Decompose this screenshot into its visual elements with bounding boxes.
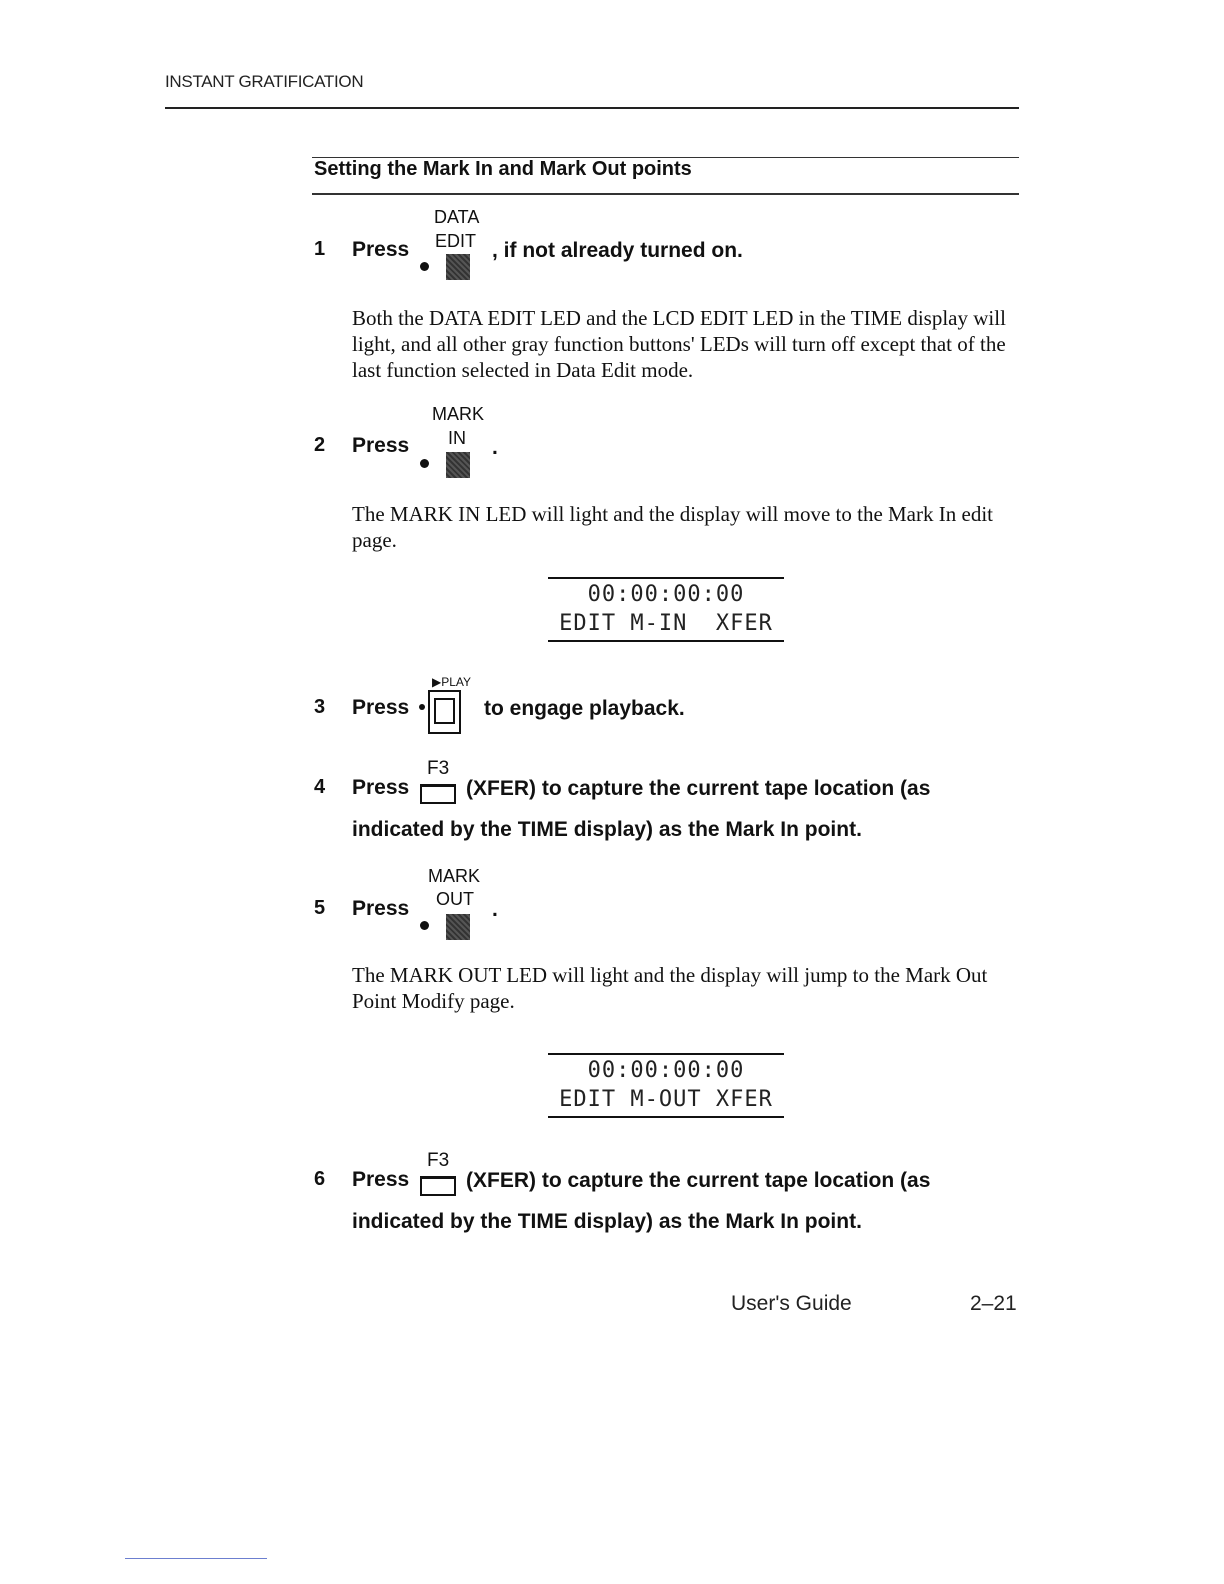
f3-key-icon bbox=[420, 1176, 456, 1196]
f3-key-label: F3 bbox=[427, 758, 450, 779]
key-label-top: DATA bbox=[434, 207, 480, 227]
step-press-label: Press bbox=[352, 696, 410, 719]
mark-out-key-icon bbox=[446, 914, 470, 940]
key-label: IN bbox=[448, 428, 466, 448]
step-instruction: . bbox=[492, 898, 498, 921]
key-label: OUT bbox=[436, 889, 474, 909]
lcd-timecode: 00:00:00:00 bbox=[587, 1058, 745, 1083]
step-press-label: Press bbox=[352, 1168, 410, 1191]
led-indicator-icon bbox=[419, 704, 425, 710]
step-instruction: , if not already turned on. bbox=[492, 239, 743, 262]
lcd-rule-top bbox=[548, 1053, 784, 1055]
step-instruction: (XFER) to capture the current tape location (as bbox=[466, 1169, 931, 1192]
key-label-top: MARK bbox=[432, 404, 485, 424]
led-indicator-icon bbox=[420, 459, 429, 468]
step-instruction-cont: indicated by the TIME display) as the Mark In point. bbox=[352, 818, 862, 841]
f3-key-icon bbox=[420, 784, 456, 804]
footer-guide-title: User's Guide bbox=[731, 1292, 852, 1315]
play-key-icon bbox=[428, 690, 461, 734]
step-press-label: Press bbox=[352, 238, 410, 261]
section-title: Setting the Mark In and Mark Out points bbox=[314, 158, 692, 180]
step-number: 6 bbox=[314, 1168, 326, 1190]
led-indicator-icon bbox=[420, 921, 429, 930]
scan-edge-rule bbox=[125, 1558, 267, 1559]
led-indicator-icon bbox=[420, 262, 429, 271]
step-press-label: Press bbox=[352, 776, 410, 799]
lcd-timecode: 00:00:00:00 bbox=[587, 582, 745, 607]
step-description: The MARK OUT LED will light and the display will jump to the Mark Out Point Modify page. bbox=[352, 963, 988, 1013]
section-rule-bottom bbox=[312, 193, 1019, 195]
data-edit-key-icon bbox=[446, 254, 470, 280]
step-number: 1 bbox=[314, 238, 326, 260]
lcd-status-line: EDIT M-IN XFER bbox=[559, 611, 773, 636]
step-press-label: Press bbox=[352, 897, 410, 920]
step-number: 5 bbox=[314, 897, 326, 919]
step-instruction: . bbox=[492, 436, 498, 459]
step-instruction: to engage playback. bbox=[484, 697, 685, 720]
header-rule bbox=[165, 107, 1019, 109]
key-label-top: MARK bbox=[428, 866, 481, 886]
mark-in-key-icon bbox=[446, 452, 470, 478]
lcd-rule-bottom bbox=[548, 1116, 784, 1118]
running-head: INSTANT GRATIFICATION bbox=[165, 72, 364, 91]
step-description: Both the DATA EDIT LED and the LCD EDIT LED in the TIME display will light, and all other gray function buttons' LEDs will turn off except that of the last function selected in Data Edit mode. bbox=[352, 306, 1006, 382]
page-number: 2–21 bbox=[970, 1292, 1017, 1315]
play-arrow-icon: ▶ bbox=[432, 675, 442, 689]
f3-key-label: F3 bbox=[427, 1150, 450, 1171]
step-press-label: Press bbox=[352, 434, 410, 457]
lcd-rule-top bbox=[548, 577, 784, 579]
step-number: 3 bbox=[314, 696, 326, 718]
step-instruction-cont: indicated by the TIME display) as the Mark In point. bbox=[352, 1210, 862, 1233]
lcd-status-line: EDIT M-OUT XFER bbox=[559, 1087, 773, 1112]
step-description: The MARK IN LED will light and the display will move to the Mark In edit page. bbox=[352, 502, 993, 552]
key-label: EDIT bbox=[435, 231, 477, 251]
step-number: 4 bbox=[314, 776, 326, 798]
lcd-rule-bottom bbox=[548, 640, 784, 642]
step-number: 2 bbox=[314, 434, 326, 456]
play-label bbox=[432, 675, 471, 689]
step-instruction: (XFER) to capture the current tape location (as bbox=[466, 777, 931, 800]
play-key-label: PLAY bbox=[441, 675, 472, 689]
